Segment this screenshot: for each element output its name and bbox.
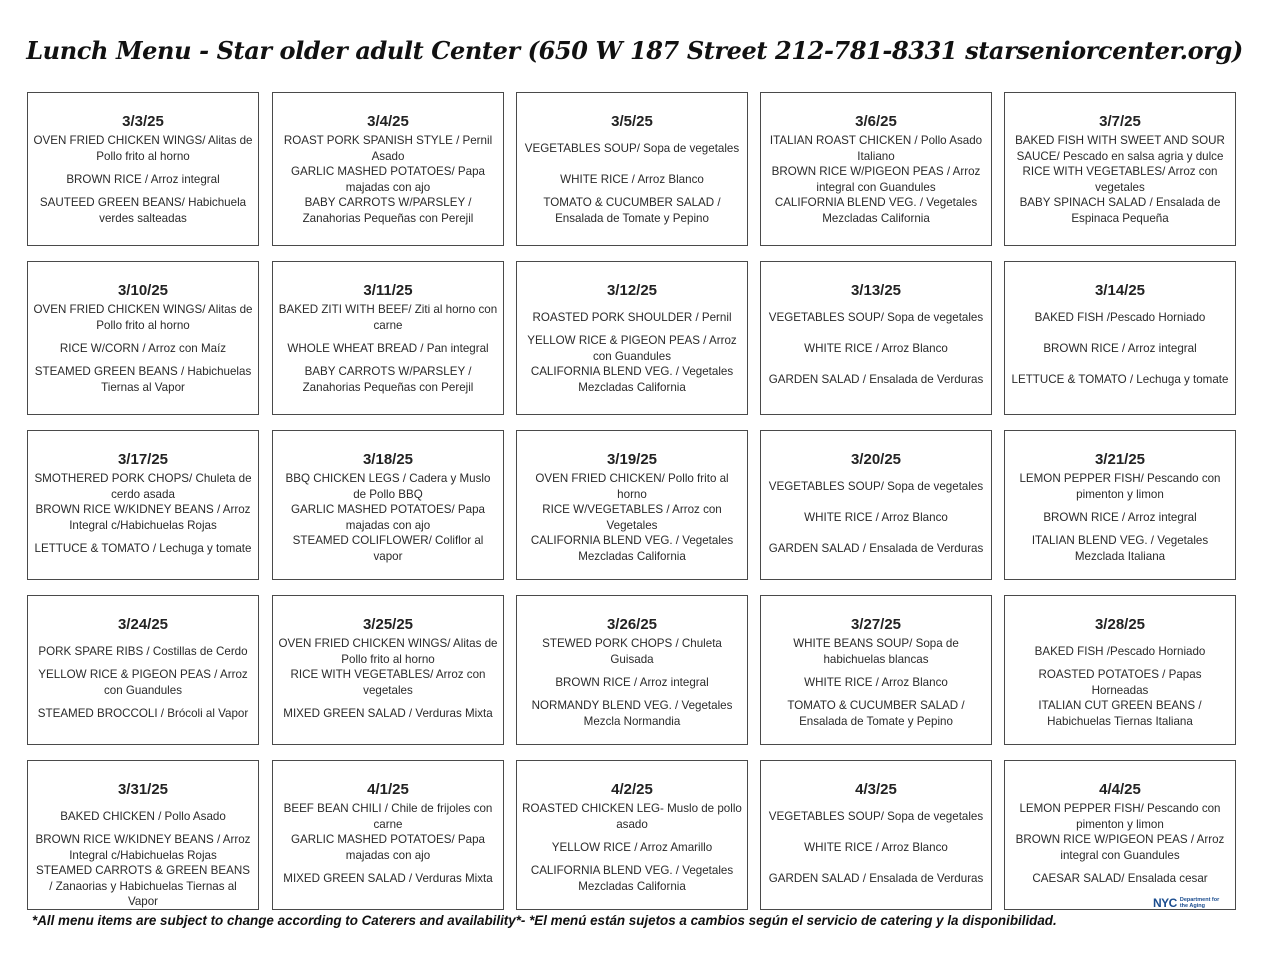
menu-item: GARLIC MASHED POTATOES/ Papa majadas con ajo	[291, 165, 485, 194]
menu-item: CALIFORNIA BLEND VEG. / Vegetales Mezcladas California	[774, 196, 978, 225]
menu-item: STEAMED GREEN BEANS / Habichuelas Tiernas al Vapor	[34, 365, 252, 394]
menu-item: OVEN FRIED CHICKEN WINGS/ Alitas de Pollo frito al horno	[33, 303, 253, 332]
menu-items	[517, 636, 747, 729]
menu-items	[273, 801, 503, 894]
menu-item: BROWN RICE / Arroz integral	[1043, 341, 1197, 355]
menu-item: YELLOW RICE / Arroz Amarillo	[551, 840, 713, 854]
menu-item: LEMON PEPPER FISH/ Pescando con pimenton y limon	[1019, 802, 1221, 831]
menu-item: MIXED GREEN SALAD / Verduras Mixta	[283, 871, 493, 885]
menu-item: GARLIC MASHED POTATOES/ Papa majadas con ajo	[291, 833, 485, 862]
menu-item: BROWN RICE W/KIDNEY BEANS / Arroz Integral c/Habichuelas Rojas	[35, 833, 251, 862]
menu-item: STEAMED BROCCOLI / Brócoli al Vapor	[37, 706, 249, 720]
menu-item: SAUTEED GREEN BEANS/ Habichuela verdes salteadas	[39, 196, 247, 225]
logo-department-text: Department for the Aging	[1179, 897, 1220, 909]
menu-item: WHITE RICE / Arroz Blanco	[804, 510, 948, 524]
menu-items	[28, 801, 258, 908]
day-date: 3/13/25	[850, 282, 902, 299]
day-date: 3/14/25	[1094, 282, 1146, 299]
menu-item: WHITE BEANS SOUP/ Sopa de habichuelas blancas	[793, 637, 959, 666]
menu-item: BEEF BEAN CHILI / Chile de frijoles con carne	[283, 802, 493, 831]
menu-item: WHITE RICE / Arroz Blanco	[804, 840, 948, 854]
menu-item: GARDEN SALAD / Ensalada de Verduras	[768, 871, 984, 885]
menu-item: SMOTHERED PORK CHOPS/ Chuleta de cerdo asada	[34, 472, 252, 501]
day-cell	[1004, 261, 1236, 415]
menu-item: BAKED FISH /Pescado Horniado	[1034, 310, 1206, 324]
menu-item: ROAST PORK SPANISH STYLE / Pernil Asado	[283, 134, 493, 163]
menu-item: RICE WITH VEGETABLES/ Arroz con vegetales	[1022, 165, 1218, 194]
day-date: 3/18/25	[362, 451, 414, 468]
menu-item: BAKED ZITI WITH BEEF/ Ziti al horno con carne	[278, 303, 498, 332]
menu-item: BROWN RICE / Arroz integral	[555, 675, 709, 689]
menu-item: PORK SPARE RIBS / Costillas de Cerdo	[38, 644, 248, 658]
menu-items	[761, 471, 991, 564]
menu-item: BABY SPINACH SALAD / Ensalada de Espinaca Pequeña	[1019, 196, 1221, 225]
day-cell	[1004, 595, 1236, 745]
day-date: 4/4/25	[1099, 781, 1141, 798]
day-date: 4/1/25	[367, 781, 409, 798]
menu-item: STEWED PORK CHOPS / Chuleta Guisada	[542, 637, 722, 666]
menu-item: YELLOW RICE & PIGEON PEAS / Arroz con Guandules	[38, 668, 248, 697]
menu-item: YELLOW RICE & PIGEON PEAS / Arroz con Guandules	[527, 334, 737, 363]
day-date: 3/19/25	[606, 451, 658, 468]
nyc-aging-logo	[1153, 895, 1235, 911]
menu-item: GARDEN SALAD / Ensalada de Verduras	[768, 541, 984, 555]
menu-item: CALIFORNIA BLEND VEG. / Vegetales Mezcladas California	[530, 365, 734, 394]
menu-item: VEGETABLES SOUP/ Sopa de vegetales	[768, 809, 984, 823]
day-cell	[760, 430, 992, 580]
page-title: Lunch Menu - Star older adult Center (650 W 187 Street 212-781-8331 starseniorcenter.org)	[26, 36, 1243, 65]
menu-item: BROWN RICE / Arroz integral	[66, 172, 220, 186]
day-date: 4/2/25	[611, 781, 653, 798]
menu-item: VEGETABLES SOUP/ Sopa de vegetales	[524, 141, 740, 155]
menu-item: NORMANDY BLEND VEG. / Vegetales Mezcla Normandia	[531, 699, 733, 728]
menu-item: STEAMED CARROTS & GREEN BEANS / Zanaorias y Habichuelas Tiernas al Vapor	[36, 864, 250, 908]
day-date: 3/7/25	[1099, 113, 1141, 130]
menu-items	[273, 133, 503, 226]
menu-item: BBQ CHICKEN LEGS / Cadera y Muslo de Pollo BBQ	[285, 472, 491, 501]
menu-item: BROWN RICE W/PIGEON PEAS / Arroz integral con Guandules	[771, 165, 981, 194]
day-cell	[272, 595, 504, 745]
menu-item: BABY CARROTS W/PARSLEY / Zanahorias Pequeñas con Perejil	[302, 365, 474, 394]
menu-item: BABY CARROTS W/PARSLEY / Zanahorias Pequeñas con Perejil	[302, 196, 474, 225]
menu-item: OVEN FRIED CHICKEN WINGS/ Alitas de Pollo frito al horno	[278, 637, 498, 666]
day-cell	[516, 595, 748, 745]
menu-items	[28, 471, 258, 564]
menu-item: GARDEN SALAD / Ensalada de Verduras	[768, 372, 984, 386]
menu-item: WHITE RICE / Arroz Blanco	[560, 172, 704, 186]
menu-items	[273, 471, 503, 564]
day-date: 3/21/25	[1094, 451, 1146, 468]
menu-item: BROWN RICE W/KIDNEY BEANS / Arroz Integral c/Habichuelas Rojas	[35, 503, 251, 532]
day-date: 3/17/25	[117, 451, 169, 468]
day-date: 3/20/25	[850, 451, 902, 468]
menu-item: RICE W/CORN / Arroz con Maíz	[59, 341, 227, 355]
menu-items	[517, 801, 747, 894]
day-date: 3/31/25	[117, 781, 169, 798]
day-cell	[760, 595, 992, 745]
menu-item: LETTUCE & TOMATO / Lechuga y tomate	[1011, 372, 1229, 386]
menu-items	[28, 133, 258, 226]
menu-item: MIXED GREEN SALAD / Verduras Mixta	[283, 706, 493, 720]
day-cell	[27, 760, 259, 910]
menu-item: OVEN FRIED CHICKEN/ Pollo frito al horno	[535, 472, 729, 501]
menu-item: BAKED FISH /Pescado Horniado	[1034, 644, 1206, 658]
menu-item: RICE WITH VEGETABLES/ Arroz con vegetales	[290, 668, 486, 697]
day-date: 3/3/25	[122, 113, 164, 130]
menu-item: CALIFORNIA BLEND VEG. / Vegetales Mezcladas California	[530, 534, 734, 563]
menu-item: CALIFORNIA BLEND VEG. / Vegetales Mezcladas California	[530, 864, 734, 893]
menu-item: OVEN FRIED CHICKEN WINGS/ Alitas de Pollo frito al horno	[33, 134, 253, 163]
day-cell	[516, 430, 748, 580]
menu-item: GARLIC MASHED POTATOES/ Papa majadas con ajo	[291, 503, 485, 532]
menu-item: WHITE RICE / Arroz Blanco	[804, 341, 948, 355]
menu-item: BROWN RICE / Arroz integral	[1043, 510, 1197, 524]
menu-item: TOMATO & CUCUMBER SALAD / Ensalada de Tomate y Pepino	[543, 196, 721, 225]
day-date: 3/25/25	[362, 616, 414, 633]
day-date: 3/24/25	[117, 616, 169, 633]
disclaimer-footer: *All menu items are subject to change according to Caterers and availability*- *El menú están sujetos a cambios según el servicio de catering y la disponibilidad.	[32, 913, 1057, 928]
day-date: 3/28/25	[1094, 616, 1146, 633]
day-date: 3/12/25	[606, 282, 658, 299]
day-cell	[516, 261, 748, 415]
menu-item: RICE W/VEGETABLES / Arroz con Vegetales	[542, 503, 722, 532]
day-cell	[760, 261, 992, 415]
day-date: 3/27/25	[850, 616, 902, 633]
menu-items	[761, 636, 991, 729]
menu-item: TOMATO & CUCUMBER SALAD / Ensalada de Tomate y Pepino	[787, 699, 965, 728]
menu-item: BAKED FISH WITH SWEET AND SOUR SAUCE/ Pescado en salsa agria y dulce	[1015, 134, 1225, 163]
day-cell	[272, 261, 504, 415]
day-cell	[272, 430, 504, 580]
day-cell	[1004, 760, 1236, 910]
day-cell	[27, 430, 259, 580]
day-cell	[272, 760, 504, 910]
day-date: 3/5/25	[611, 113, 653, 130]
day-date: 3/11/25	[363, 282, 413, 299]
day-cell	[1004, 430, 1236, 580]
day-cell	[272, 92, 504, 246]
menu-items	[273, 636, 503, 729]
menu-items	[28, 636, 258, 729]
menu-item: BROWN RICE W/PIGEON PEAS / Arroz integral con Guandules	[1015, 833, 1225, 862]
day-date: 3/4/25	[367, 113, 409, 130]
day-cell	[516, 760, 748, 910]
day-date: 3/10/25	[117, 282, 169, 299]
day-date: 3/6/25	[855, 113, 897, 130]
menu-items	[761, 133, 991, 226]
day-cell	[516, 92, 748, 246]
menu-item: ITALIAN CUT GREEN BEANS / Habichuelas Tiernas Italiana	[1038, 699, 1202, 728]
day-date: 4/3/25	[855, 781, 897, 798]
menu-items	[273, 302, 503, 395]
menu-item: CAESAR SALAD/ Ensalada cesar	[1032, 871, 1208, 885]
day-cell	[760, 92, 992, 246]
menu-item: ROASTED CHICKEN LEG- Muslo de pollo asado	[522, 802, 742, 831]
menu-items	[1005, 133, 1235, 226]
menu-item: ROASTED POTATOES / Papas Horneadas	[1038, 668, 1202, 697]
menu-item: ROASTED PORK SHOULDER / Pernil	[532, 310, 732, 324]
menu-item: STEAMED COLIFLOWER/ Coliflor al vapor	[292, 534, 484, 563]
menu-item: WHITE RICE / Arroz Blanco	[804, 675, 948, 689]
menu-items	[517, 471, 747, 564]
day-cell	[27, 92, 259, 246]
menu-items	[517, 302, 747, 395]
day-cell	[27, 261, 259, 415]
menu-items	[1005, 471, 1235, 564]
menu-item: LETTUCE & TOMATO / Lechuga y tomate	[34, 541, 252, 555]
menu-grid	[27, 92, 1243, 912]
menu-item: BAKED CHICKEN / Pollo Asado	[60, 809, 226, 823]
day-cell	[1004, 92, 1236, 246]
menu-item: VEGETABLES SOUP/ Sopa de vegetales	[768, 310, 984, 324]
day-date: 3/26/25	[606, 616, 658, 633]
day-cell	[27, 595, 259, 745]
menu-items	[28, 302, 258, 395]
menu-items	[1005, 636, 1235, 729]
menu-item: VEGETABLES SOUP/ Sopa de vegetales	[768, 479, 984, 493]
menu-item: ITALIAN ROAST CHICKEN / Pollo Asado Italiano	[769, 134, 983, 163]
menu-items	[761, 302, 991, 395]
menu-items	[517, 133, 747, 226]
nyc-logo-mark: NYC	[1153, 896, 1177, 910]
day-cell	[760, 760, 992, 910]
menu-items	[1005, 302, 1235, 395]
menu-item: ITALIAN BLEND VEG. / Vegetales Mezclada Italiana	[1031, 534, 1209, 563]
menu-item: LEMON PEPPER FISH/ Pescando con pimenton y limon	[1019, 472, 1221, 501]
menu-items	[1005, 801, 1235, 894]
menu-items	[761, 801, 991, 894]
menu-item: WHOLE WHEAT BREAD / Pan integral	[287, 341, 489, 355]
